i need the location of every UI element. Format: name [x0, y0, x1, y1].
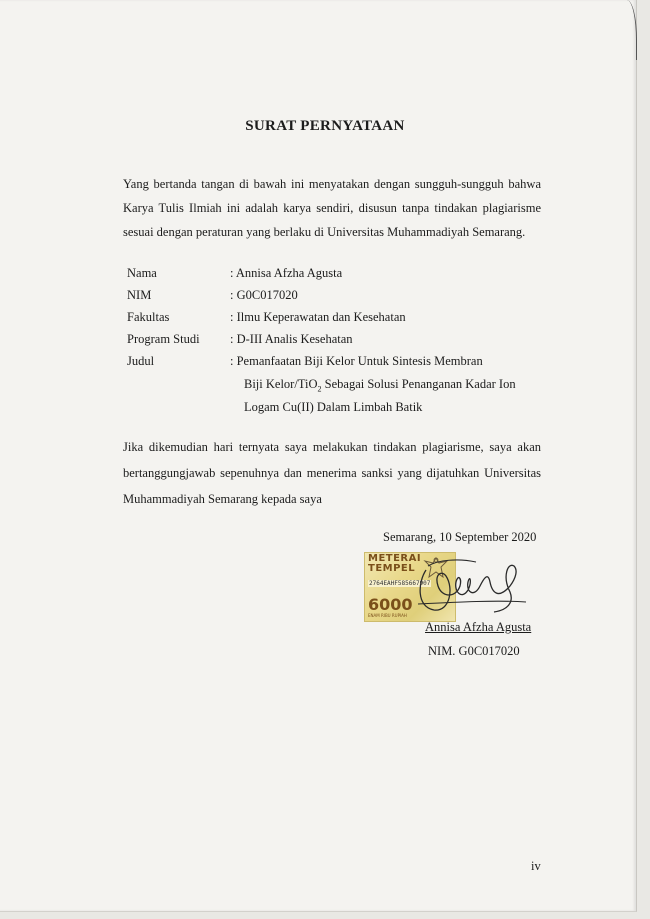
field-label-judul: Judul	[127, 354, 155, 368]
stamp-serial-code: 2764EAHF585667907	[369, 580, 431, 587]
field-value-nama: : Annisa Afzha Agusta	[230, 266, 343, 280]
intro-paragraph: Yang bertanda tangan di bawah ini menyatakan dengan sungguh-sungguh bahwa Karya Tulis Ilmiah ini adalah karya sendiri, disusun tanpa tindakan plagiarisme sesuai dengan peraturan yang berlaku di Universitas Muhammadiyah Semarang.	[123, 177, 541, 239]
field-value-fakultas: : Ilmu Keperawatan dan Kesehatan	[230, 310, 406, 324]
closing-paragraph: Jika dikemudian hari ternyata saya melakukan tindakan plagiarisme, saya akan bertanggungjawab sepenuhnya dan menerima sanksi yang dijatuhkan Universitas Muhammadiyah Semarang kepada saya	[123, 440, 541, 506]
judul-line-2-post: Sebagai Solusi Penanganan Kadar Ion	[321, 377, 516, 391]
page-edge	[624, 0, 637, 60]
field-value-prodi: : D-III Analis Kesehatan	[230, 332, 353, 346]
field-label-nim: NIM	[127, 288, 152, 302]
field-label-prodi: Program Studi	[127, 332, 200, 346]
judul-line-2-subscript: 2	[317, 384, 322, 394]
signer-nim: NIM. G0C017020	[428, 644, 520, 658]
stamp-value: 6000	[368, 595, 413, 614]
page-number: iv	[531, 859, 541, 873]
field-label-nama: Nama	[127, 266, 157, 280]
judul-line-2-pre: Biji Kelor/TiO	[244, 377, 318, 391]
field-label-fakultas: Fakultas	[127, 310, 170, 324]
field-value-judul: : Pemanfaatan Biji Kelor Untuk Sintesis Membran	[230, 354, 483, 368]
document-title: SURAT PERNYATAAN	[245, 118, 405, 134]
stamp-title: METERAI TEMPEL	[368, 553, 422, 574]
place-date: Semarang, 10 September 2020	[383, 530, 537, 544]
stamp-small-text: ENAM RIBU RUPIAH	[368, 613, 407, 618]
judul-line-3: Logam Cu(II) Dalam Limbah Batik	[244, 400, 423, 414]
field-value-nim: : G0C017020	[230, 288, 298, 302]
signer-name: Annisa Afzha Agusta	[425, 620, 532, 634]
